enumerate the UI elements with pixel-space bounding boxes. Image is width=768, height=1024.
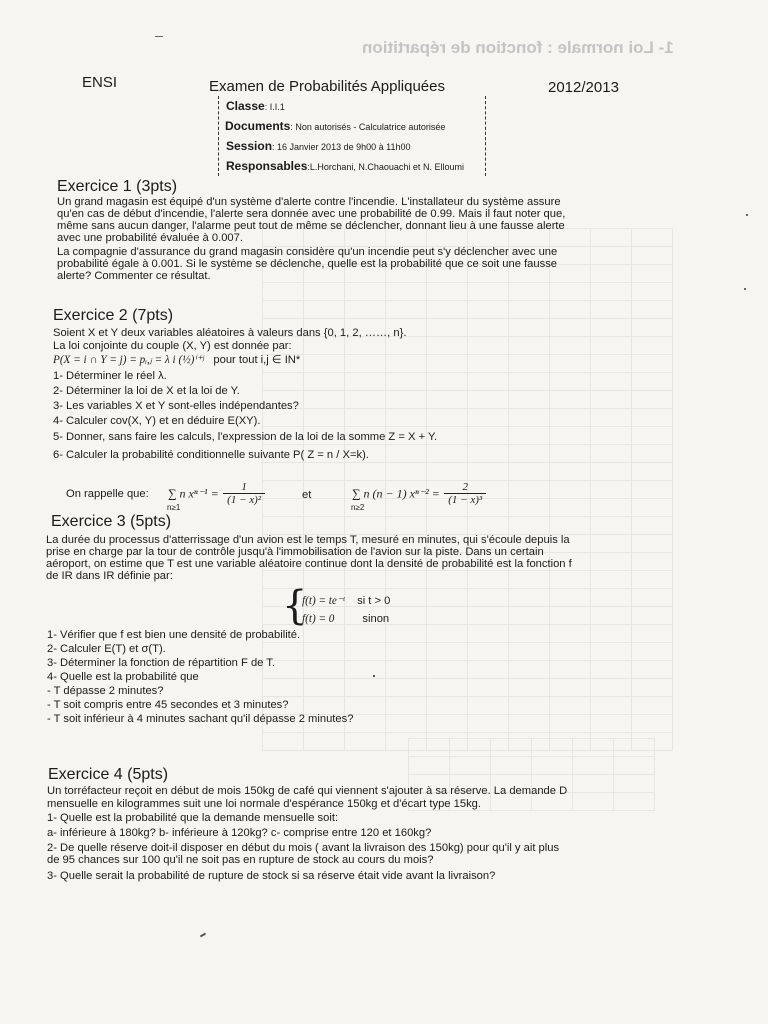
ex3-question: 1- Vérifier que f est bien une densité de probabilité. xyxy=(47,629,301,641)
ex2-formula-condition: pour tout i,j ∈ IN* xyxy=(213,354,301,366)
density-2-condition: sinon xyxy=(362,613,390,625)
ex4-line: Un torréfacteur reçoit en début de mois 150kg de café qui viennent s'ajouter à sa réserve. La demande D xyxy=(47,785,568,797)
sum-2-numerator: 2 xyxy=(444,481,486,494)
stray-mark xyxy=(200,933,206,938)
documents-label: Documents xyxy=(225,119,291,133)
ex3-question: 4- Quelle est la probabilité que xyxy=(47,671,199,683)
ex1-line: avec une probabilité évaluée à 0.007. xyxy=(57,232,243,244)
session-value: : 16 Janvier 2013 de 9h00 à 11h00 xyxy=(272,142,411,152)
exercise-4-title: Exercice 4 (5pts) xyxy=(48,766,169,783)
exercise-1-title: Exercice 1 (3pts) xyxy=(57,178,178,195)
ex1-line: La compagnie d'assurance du grand magasin considère qu'un incendie peut s'y déclencher avec une xyxy=(57,246,558,258)
ex3-question: 3- Déterminer la fonction de répartition F de T. xyxy=(47,657,276,669)
info-documents xyxy=(219,116,485,136)
sum-2-fraction xyxy=(444,481,486,506)
sum-2-index: n≥2 xyxy=(351,503,365,512)
info-responsables xyxy=(219,156,485,176)
ex2-sum-2 xyxy=(352,481,486,506)
responsables-label: Responsables xyxy=(226,159,308,173)
ex1-line: même sans aucun danger, l'alarme peut tout de même se déclencher, donnant lieu à une fausse alerte xyxy=(57,220,565,232)
ex4-line: mensuelle en kilogrammes suit une loi normale d'espérance 150kg et d'écart type 15kg. xyxy=(47,798,481,810)
exercise-3-questions xyxy=(47,629,353,725)
ex2-rappel-label: On rappelle que: xyxy=(66,488,149,500)
sum-2-denominator: (1 − x)³ xyxy=(448,494,483,506)
sum-1-fraction xyxy=(223,481,265,506)
responsables-value: :L.Horchani, N.Chaouachi et N. Elloumi xyxy=(307,162,464,172)
school-name: ENSI xyxy=(82,74,118,91)
documents-value: : Non autorisés - Calculatrice autorisée xyxy=(290,122,446,132)
classe-label: Classe xyxy=(226,99,265,113)
ex2-loi: La loi conjointe du couple (X, Y) est donnée par: xyxy=(53,340,292,352)
stray-mark xyxy=(744,288,746,290)
exam-title: Examen de Probabilités Appliquées xyxy=(209,78,445,95)
exercise-4-body xyxy=(47,785,567,882)
ex1-line: probabilité égale à 0.001. Si le système se déclenche, quelle est la probabilité que ce soit une fausse xyxy=(57,258,558,270)
density-case-1 xyxy=(302,594,390,607)
ex2-et: et xyxy=(302,489,312,501)
ex4-line: de 95 chances sur 100 qu'il ne soit pas en rupture de stock au cours du mois? xyxy=(47,854,434,866)
ex2-question: 2- Déterminer la loi de X et la loi de Y. xyxy=(53,385,240,397)
exercise-3-title: Exercice 3 (5pts) xyxy=(51,513,172,530)
stray-mark xyxy=(155,36,163,37)
ex3-question: - T soit compris entre 45 secondes et 3 minutes? xyxy=(47,699,289,711)
ex3-line: de IR dans IR définie par: xyxy=(46,570,173,582)
ex3-question: - T dépasse 2 minutes? xyxy=(47,685,164,697)
ex1-line: Un grand magasin est équipé d'un système d'alerte contre l'incendie. L'installateur du système assure xyxy=(57,196,561,208)
classe-value: : I.I.1 xyxy=(264,102,285,112)
density-brace: { xyxy=(282,583,308,629)
ex2-formula: P(X = i ∩ Y = j) = pᵢ,ⱼ = λ i (½)ⁱ⁺ʲ xyxy=(53,354,205,366)
ex3-question: - T soit inférieur à 4 minutes sachant qu'il dépasse 2 minutes? xyxy=(47,713,354,725)
exercise-2-body xyxy=(53,327,437,461)
density-1: f(t) = te⁻ᵗ xyxy=(302,595,345,607)
ex3-question: 2- Calculer E(T) et σ(T). xyxy=(47,643,166,655)
density-1-condition: si t > 0 xyxy=(357,595,391,607)
sum-1-denominator: (1 − x)² xyxy=(227,494,262,506)
sum-1-index: n≥1 xyxy=(167,503,181,512)
ex2-sum-1 xyxy=(168,481,265,506)
stray-mark xyxy=(373,675,375,677)
ex2-question: 3- Les variables X et Y sont-elles indépendantes? xyxy=(53,400,299,412)
sum-1-numerator: 1 xyxy=(223,481,265,494)
ex1-line: alerte? Commenter ce résultat. xyxy=(57,270,211,282)
ex3-line: prise en charge par la tour de contrôle jusqu'à l'immobilisation de l'avion sur la piste. Dans un certain xyxy=(46,546,544,558)
ex4-line: 2- De quelle réserve doit-il disposer en début du mois ( avant la livraison des 150kg) pour qu'il y ait plus xyxy=(47,842,560,854)
ex3-line: La durée du processus d'atterrissage d'un avion est le temps T, mesuré en minutes, qui s'écoule depuis la xyxy=(46,534,570,546)
stray-mark xyxy=(746,214,748,216)
exercise-2-title: Exercice 2 (7pts) xyxy=(53,307,174,324)
session-label: Session xyxy=(226,139,273,153)
ex1-line: qu'en cas de début d'incendie, l'alerte sera donnée avec une probabilité de 0.99. Mais il faut noter que, xyxy=(57,208,566,220)
ex4-line: 1- Quelle est la probabilité que la demande mensuelle soit: xyxy=(47,812,339,824)
sum-2-lhs: ∑ n (n − 1) xⁿ⁻² = xyxy=(352,486,440,501)
ex2-question: 6- Calculer la probabilité conditionnelle suivante P( Z = n / X=k). xyxy=(53,449,369,461)
ex4-line: a- inférieure à 180kg? b- inférieure à 120kg? c- comprise entre 120 et 160kg? xyxy=(47,827,432,839)
bleed-through-title: 1- Loi normale : fonction de répartition xyxy=(362,38,674,57)
ex3-line: aéroport, on estime que T est une variable aléatoire continue dont la densité de probabilité est la fonction f xyxy=(46,558,572,570)
sum-1-lhs: ∑ n xⁿ⁻¹ = xyxy=(168,486,219,501)
info-session xyxy=(219,136,485,156)
ex2-formula-row xyxy=(53,353,437,366)
academic-year: 2012/2013 xyxy=(548,79,619,96)
ex2-question: 1- Déterminer le réel λ. xyxy=(53,370,167,382)
exercise-3-body xyxy=(46,534,572,582)
ex2-question: 5- Donner, sans faire les calculs, l'expression de la loi de la somme Z = X + Y. xyxy=(53,431,438,443)
exercise-1-body xyxy=(57,196,565,282)
density-2: f(t) = 0 xyxy=(302,613,335,625)
info-classe xyxy=(219,96,485,116)
ex4-line: 3- Quelle serait la probabilité de rupture de stock si sa réserve était vide avant la livraison? xyxy=(47,870,496,882)
ex2-question: 4- Calculer cov(X, Y) et en déduire E(XY). xyxy=(53,415,261,427)
ex2-intro: Soient X et Y deux variables aléatoires à valeurs dans {0, 1, 2, ……, n}. xyxy=(53,327,407,339)
density-case-2 xyxy=(302,613,389,625)
exam-info-box xyxy=(218,96,486,176)
